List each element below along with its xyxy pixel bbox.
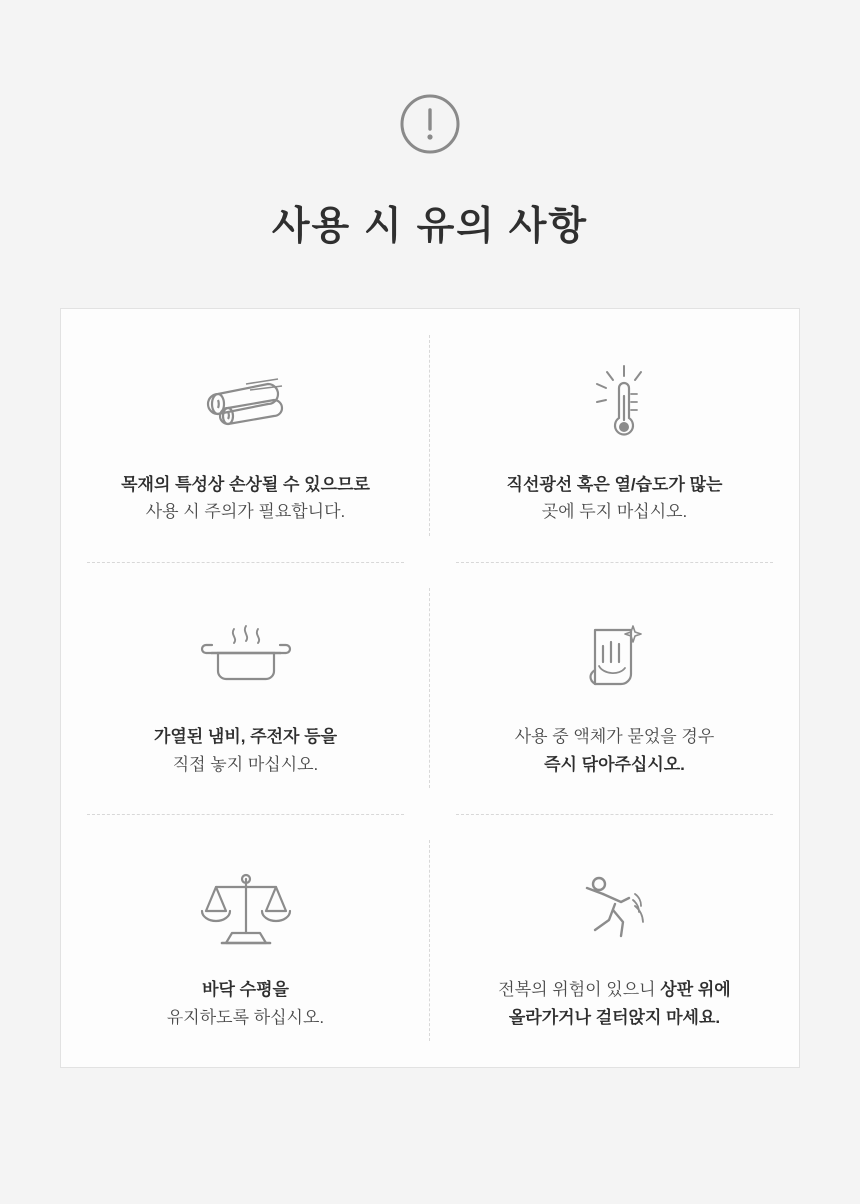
logs-icon [198, 349, 294, 459]
page-header [0, 0, 860, 251]
caption-line-1: 가열된 냄비, 주전자 등을 [153, 727, 338, 747]
falling-person-icon [565, 854, 665, 964]
notice-caption [167, 976, 324, 1031]
notice-cell-level [61, 814, 430, 1067]
caption-line-1: 직선광선 혹은 열/습도가 많는 [506, 474, 723, 494]
caption-line-1-bold: 상판 위에 [660, 980, 731, 1000]
caption-line-1: 바닥 수평을 [202, 980, 289, 1000]
notice-cell-wood [61, 309, 430, 562]
page-title: 사용 시 유의 사항 [271, 205, 589, 248]
caption-line-1-normal: 전복의 위험이 있으니 [498, 980, 661, 1000]
caption-line-2: 사용 시 주의가 필요합니다. [145, 502, 346, 522]
notice-cell-heat [430, 309, 799, 562]
caption-line-1: 사용 중 액체가 묻었을 경우 [514, 727, 715, 747]
caption-line-1 [498, 976, 730, 1004]
notice-cell-hotware [61, 562, 430, 815]
balance-scale-icon [196, 854, 296, 964]
notice-caption [507, 471, 723, 526]
notice-caption [515, 723, 715, 778]
notice-cell-wipe [430, 562, 799, 815]
caption-line-2: 직접 놓지 마십시오. [172, 754, 319, 774]
cleaning-hand-icon [569, 601, 661, 711]
caption-line-2: 즉시 닦아주십시오. [544, 754, 685, 774]
notice-caption [121, 471, 370, 526]
caption-line-2: 올라가거나 걸터앉지 마세요. [508, 1007, 721, 1027]
thermometer-sun-icon [567, 349, 663, 459]
notice-caption [154, 723, 337, 778]
notice-grid [60, 308, 800, 1068]
notice-caption [498, 976, 730, 1031]
caption-line-1: 목재의 특성상 손상될 수 있으므로 [121, 474, 370, 494]
notice-cell-tipover [430, 814, 799, 1067]
caption-line-2: 곳에 두지 마십시오. [541, 502, 688, 522]
exclamation-circle-icon [0, 92, 860, 161]
hot-pot-icon [196, 601, 296, 711]
caption-line-2: 유지하도록 하십시오. [166, 1007, 325, 1027]
